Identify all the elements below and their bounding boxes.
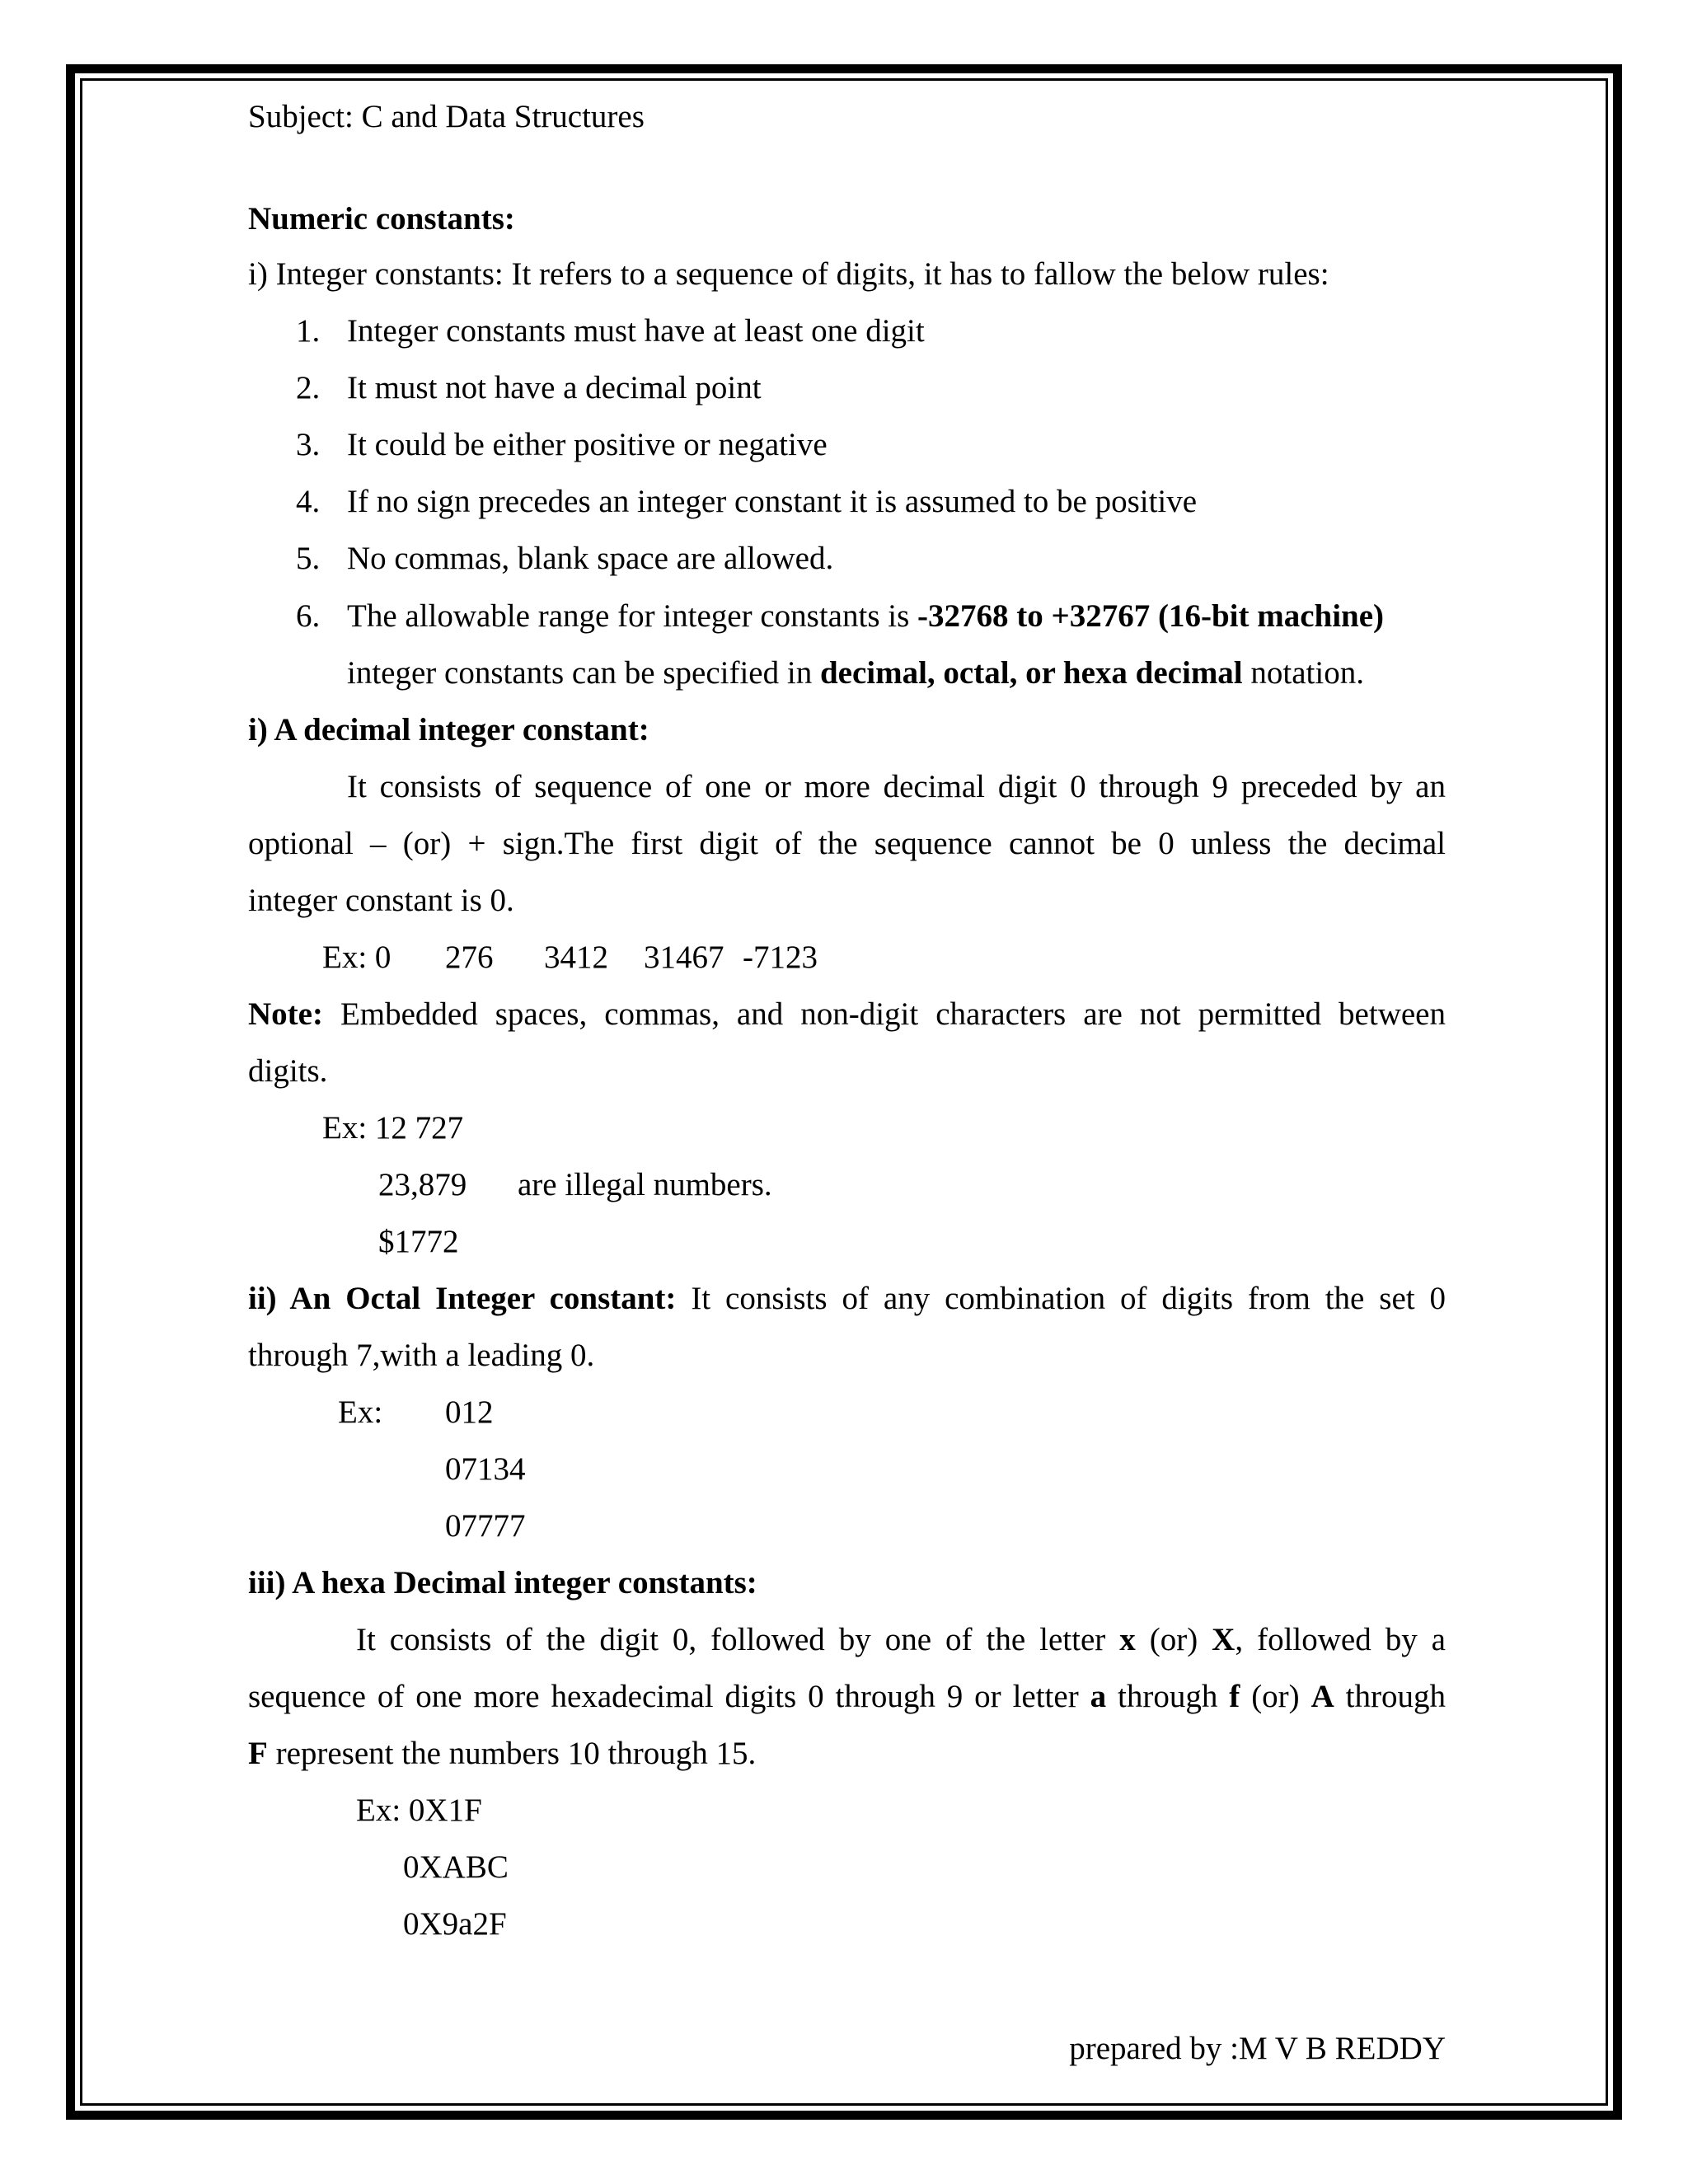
decimal-example-2: 276 (445, 940, 494, 975)
note-line-1 (248, 995, 1446, 1034)
integer-constants-intro: i) Integer constants: It refers to a sequence of digits, it has to fallow the below rules: (248, 256, 1329, 292)
hex-p2-c: (or) (1240, 1679, 1311, 1714)
hex-example-2: 0XABC (403, 1849, 509, 1885)
hex-p1-c: , followed by a (1235, 1622, 1446, 1657)
hex-p1-X: X (1212, 1622, 1236, 1657)
decimal-heading (248, 710, 649, 750)
hex-p2-a-bold: a (1090, 1679, 1107, 1714)
rule-4-number: 4. (296, 484, 321, 519)
illegal-numbers-note: are illegal numbers. (518, 1167, 772, 1202)
rule-6-continuation (347, 654, 1364, 693)
rule-2-text: It must not have a decimal point (347, 370, 762, 405)
hex-p2-a: sequence of one more hexadecimal digits 0 through 9 or letter (248, 1679, 1090, 1714)
decimal-paragraph-line-3: integer constant is 0. (248, 883, 514, 918)
decimal-heading-text: i) A decimal integer constant: (248, 712, 649, 748)
rule-6-cont-post: notation. (1242, 655, 1364, 691)
rule-6-cont-pre: integer constants can be specified in (347, 655, 820, 691)
hex-p3-F-bold: F (248, 1736, 268, 1771)
rule-6-number: 6. (296, 598, 321, 634)
hex-p3-rest: represent the numbers 10 through 15. (267, 1736, 757, 1771)
note-text-1: Embedded spaces, commas, and non-digit characters are not permitted between (322, 996, 1446, 1032)
hex-p2-d: through (1334, 1679, 1447, 1714)
hex-heading: iii) A hexa Decimal integer constants: (248, 1565, 757, 1601)
decimal-paragraph-line-2: optional – (or) + sign.The first digit of the sequence cannot be 0 unless the decimal (248, 826, 1446, 861)
rule-2-number: 2. (296, 370, 321, 405)
hex-p2-A-bold: A (1311, 1679, 1334, 1714)
rule-3-number: 3. (296, 427, 321, 462)
octal-example-label: Ex: (338, 1394, 383, 1430)
rule-6-pre: The allowable range for integer constants is (347, 598, 918, 634)
note-line-2: digits. (248, 1053, 328, 1089)
prepared-by-footer: prepared by :M V B REDDY (1069, 2031, 1446, 2066)
decimal-example-5: -7123 (743, 940, 818, 975)
rule-3-text: It could be either positive or negative (347, 427, 828, 462)
subject-header: Subject: C and Data Structures (248, 99, 645, 134)
octal-text-1: It consists of any combination of digits from the set 0 (676, 1281, 1446, 1316)
decimal-example-3: 3412 (544, 940, 608, 975)
hex-p1-x: x (1119, 1622, 1136, 1657)
octal-line-1 (248, 1279, 1446, 1319)
decimal-example-label: Ex: 0 (322, 940, 392, 975)
hex-p2-f-bold: f (1229, 1679, 1240, 1714)
rule-1-text: Integer constants must have at least one digit (347, 313, 925, 349)
decimal-example-4: 31467 (644, 940, 724, 975)
hex-example-3: 0X9a2F (403, 1906, 507, 1942)
hex-p1-a: It consists of the digit 0, followed by one of the letter (356, 1622, 1120, 1657)
rule-4-text: If no sign precedes an integer constant it is assumed to be positive (347, 484, 1198, 519)
hex-p1-b: (or) (1135, 1622, 1212, 1657)
octal-example-1: 012 (445, 1394, 494, 1430)
rule-5-text: No commas, blank space are allowed. (347, 541, 834, 576)
hex-paragraph-line-3 (248, 1734, 756, 1774)
hex-paragraph-line-2 (248, 1677, 1446, 1717)
octal-example-2: 07134 (445, 1451, 526, 1487)
octal-line-2: through 7,with a leading 0. (248, 1338, 595, 1373)
octal-example-3: 07777 (445, 1508, 526, 1544)
decimal-paragraph-line-1: It consists of sequence of one or more decimal digit 0 through 9 preceded by an (347, 769, 1446, 804)
rule-5-number: 5. (296, 541, 321, 576)
note-label: Note: (248, 996, 323, 1032)
rule-1-number: 1. (296, 313, 321, 349)
illegal-example-1: Ex: 12 727 (322, 1110, 464, 1146)
hex-heading-line (248, 1563, 757, 1603)
rule-6-range: -32768 to +32767 (16-bit machine) (917, 598, 1385, 634)
octal-heading: ii) An Octal Integer constant: (248, 1281, 677, 1316)
hex-example-label: Ex: 0X1F (356, 1793, 482, 1828)
rule-6-text (347, 597, 1384, 636)
rule-6-cont-bold: decimal, octal, or hexa decimal (819, 655, 1243, 691)
numeric-heading-text: Numeric constants: (248, 201, 515, 237)
hex-paragraph-line-1 (356, 1620, 1446, 1660)
illegal-example-2: 23,879 (378, 1167, 467, 1202)
illegal-example-3: $1772 (378, 1224, 459, 1259)
numeric-constants-heading (248, 199, 515, 239)
hex-p2-b: through (1106, 1679, 1230, 1714)
